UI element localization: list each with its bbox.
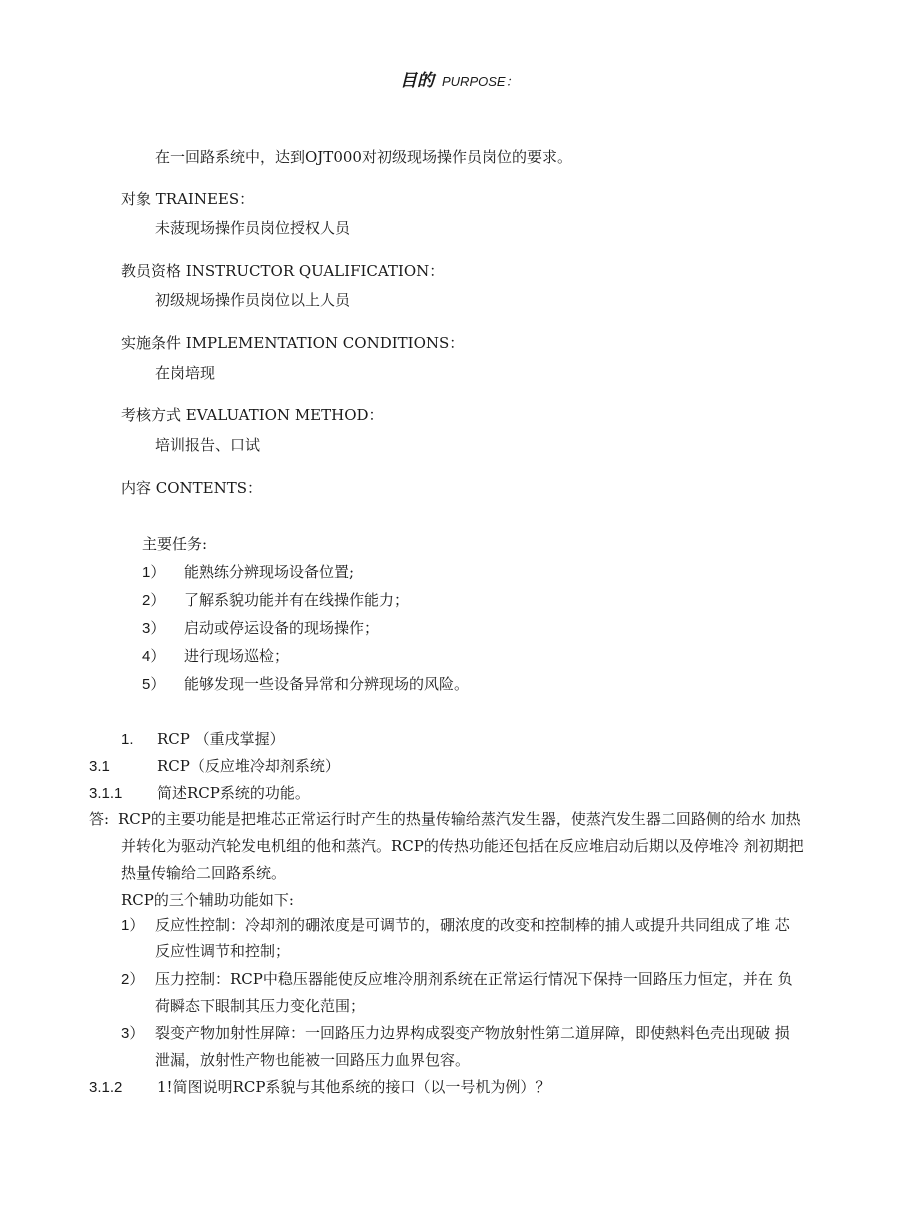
aux-num: 2） <box>121 971 145 988</box>
section-trainees-label: 对象 TRAINEES： <box>121 190 255 208</box>
heading-rcp: RCP （重戌掌握） <box>157 730 285 748</box>
task-num: 2） <box>142 592 166 609</box>
aux-line: 裂变产物加射性屏障：一回路压力边界构成裂变产物放射性第二道屏障，即使熱料色壳出现破 损 <box>155 1024 790 1042</box>
section-conditions-label: 实施条件 IMPLEMENTATION CONDITIONS： <box>121 334 465 352</box>
section-evaluation-value: 培训报告、口试 <box>155 436 261 454</box>
task-text: 进行现场巡检； <box>184 647 290 665</box>
task-num: 4） <box>142 648 166 665</box>
page-title <box>400 70 519 92</box>
heading-number: 1. <box>121 731 134 748</box>
subsection-number: 3.1.2 <box>89 1079 123 1096</box>
aux-line: 压力控制：RCP中稳压器能使反应堆冷朋剂系统在正常运行情况下保持一回路压力恒定，并在 负 <box>155 970 793 988</box>
task-text: 了解系貌功能并有在线操作能力； <box>184 591 410 609</box>
aux-num: 1） <box>121 917 145 934</box>
aux-line: 反应性调节和控制； <box>155 942 291 960</box>
section-conditions-value: 在岗培现 <box>155 364 216 382</box>
section-rcp-title: RCP（反应堆冷却剂系统） <box>157 757 340 775</box>
section-evaluation-label: 考核方式 EVALUATION METHOD： <box>121 406 384 424</box>
aux-num: 3） <box>121 1025 145 1042</box>
subsection-number: 3.1.1 <box>89 785 123 802</box>
aux-line: 泄漏，放射性产物也能被一回路压力血界包容。 <box>155 1051 471 1069</box>
task-num: 3） <box>142 620 166 637</box>
title-cn: 目的 <box>400 71 434 91</box>
section-number: 3.1 <box>89 758 110 775</box>
aux-heading: RCP的三个辅助功能如下: <box>121 891 294 909</box>
task-text: 能熟练分辨现场设备位置; <box>184 563 355 581</box>
tasks-heading: 主要任务: <box>142 535 208 553</box>
task-num: 5） <box>142 676 166 693</box>
subsection-question: 简述RCP系统的功能。 <box>157 784 310 802</box>
subsection-question: 1!简图说明RCP系貌与其他系统的接口（以一号机为例）？ <box>157 1078 551 1096</box>
purpose-text: 在一回路系统中，达到OJT000对初级现场操作员岗位的要求。 <box>155 148 572 166</box>
section-contents-label: 内容 CONTENTS： <box>121 479 263 497</box>
answer-line: RCP的主要功能是把堆芯正常运行时产生的热量传输给蒸汽发生器，使蒸汽发生器二回路侧的给水 加热 <box>118 810 801 828</box>
answer-line: 热量传输给二回路系统。 <box>121 864 287 882</box>
aux-line: 荷瞬态下眼制其压力变化范围； <box>155 997 366 1015</box>
section-instructor-value: 初级规场操作员岗位以上人员 <box>155 291 351 309</box>
title-en: PURPOSE： <box>442 74 519 89</box>
aux-line: 反应性控制：冷却剂的硼浓度是可调节的，硼浓度的改变和控制棒的捕人或提升共同组成了堆 芯 <box>155 916 790 934</box>
answer-line: 并转化为驱动汽轮发电机组的他和蒸汽。RCP的传热功能还包括在反应堆启动后期以及停堆冷 剂初期把 <box>121 837 804 855</box>
task-num: 1） <box>142 564 166 581</box>
section-instructor-label: 教员资格 INSTRUCTOR QUALIFICATION： <box>121 262 445 280</box>
section-trainees-value: 未菠现场操作员岗位授权人员 <box>155 219 351 237</box>
task-text: 启动或停运设备的现场操作； <box>184 619 380 637</box>
task-text: 能够发现一些设备异常和分辨现场的风险。 <box>184 675 470 693</box>
answer-lead: 答: <box>89 810 110 828</box>
